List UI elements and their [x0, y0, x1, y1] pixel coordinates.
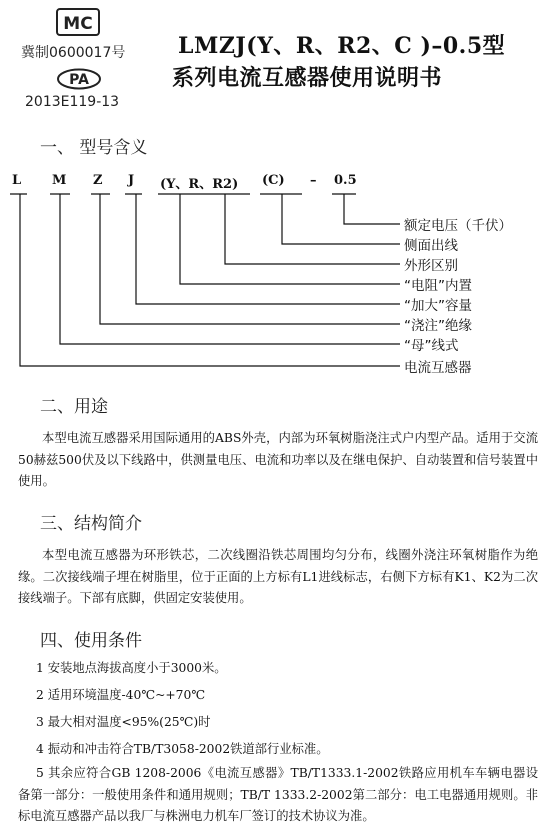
condition-item-3: 3 最大相对温度<95%(25℃)时	[36, 715, 211, 729]
svg-text:MC: MC	[63, 14, 93, 34]
section1-heading: 一、 型号含义	[40, 138, 148, 158]
label-cast-insulation: “浇注”绝缘	[404, 318, 472, 334]
code-dash: –	[310, 173, 317, 188]
code-j: J	[128, 173, 135, 188]
code-l: L	[12, 173, 22, 188]
label-current-transformer: 电流互感器	[404, 360, 472, 376]
section2-heading: 二、用途	[40, 397, 108, 417]
condition-item-1: 1 安装地点海拔高度小于3000米。	[36, 661, 227, 675]
section2-text: 本型电流互感器采用国际通用的ABS外壳，内部为环氧树脂浇注式户内型产品。适用于交流50赫兹500伏及以下线路中，供测量电压、电流和功率以及在继电保护、自动装置和信号装置中使用。	[18, 431, 538, 488]
label-side-outlet: 侧面出线	[404, 238, 458, 254]
code-c: (C)	[262, 173, 285, 188]
page-title-line2: 系列电流互感器使用说明书	[172, 65, 443, 91]
cert-number: 冀制0600017号	[21, 45, 126, 61]
condition-item-5: 5 其余应符合GB 1208-2006《电流互感器》TB/T1333.1-2002铁路应用机车车辆电器设备第一部分：一般使用条件和通用规则；TB/T 1333.2-2002第二部分：电工电器通用规则。非标电流互感器产品以我厂与株洲电力机车厂签订的技术协议为准。	[18, 766, 538, 823]
code-voltage: 0.5	[334, 173, 357, 188]
label-increased-capacity: “加大”容量	[404, 298, 472, 314]
condition-item-4: 4 振动和冲击符合TB/T3058-2002铁道部行业标准。	[36, 742, 329, 756]
label-built-in-resistor: “电阻”内置	[404, 278, 472, 294]
section4-heading: 四、使用条件	[40, 631, 142, 651]
condition-item-2: 2 适用环境温度-40℃~+70℃	[36, 688, 206, 702]
svg-text:PA: PA	[69, 72, 89, 88]
label-shape-variant: 外形区别	[404, 258, 458, 274]
page-title-line1: LMZJ(Y、R、R2、C )–0.5型	[178, 33, 506, 59]
code-m: M	[52, 173, 67, 188]
label-busbar-type: “母”线式	[404, 338, 459, 354]
pa-number: 2013E119-13	[25, 94, 120, 110]
section3-heading: 三、结构简介	[40, 514, 142, 534]
code-yrr2: (Y、R、R2)	[160, 177, 239, 192]
code-z: Z	[93, 173, 103, 188]
label-rated-voltage: 额定电压（千伏）	[404, 218, 512, 234]
section3-text: 本型电流互感器为环形铁芯，二次线圈沿铁芯周围均匀分布，线圈外浇注环氧树脂作为绝缘。二次接线端子埋在树脂里，位于正面的上方标有L1进线标志，右侧下方标有K1、K2为二次接线端子。下部有底脚，供固定安装使用。	[18, 548, 538, 605]
